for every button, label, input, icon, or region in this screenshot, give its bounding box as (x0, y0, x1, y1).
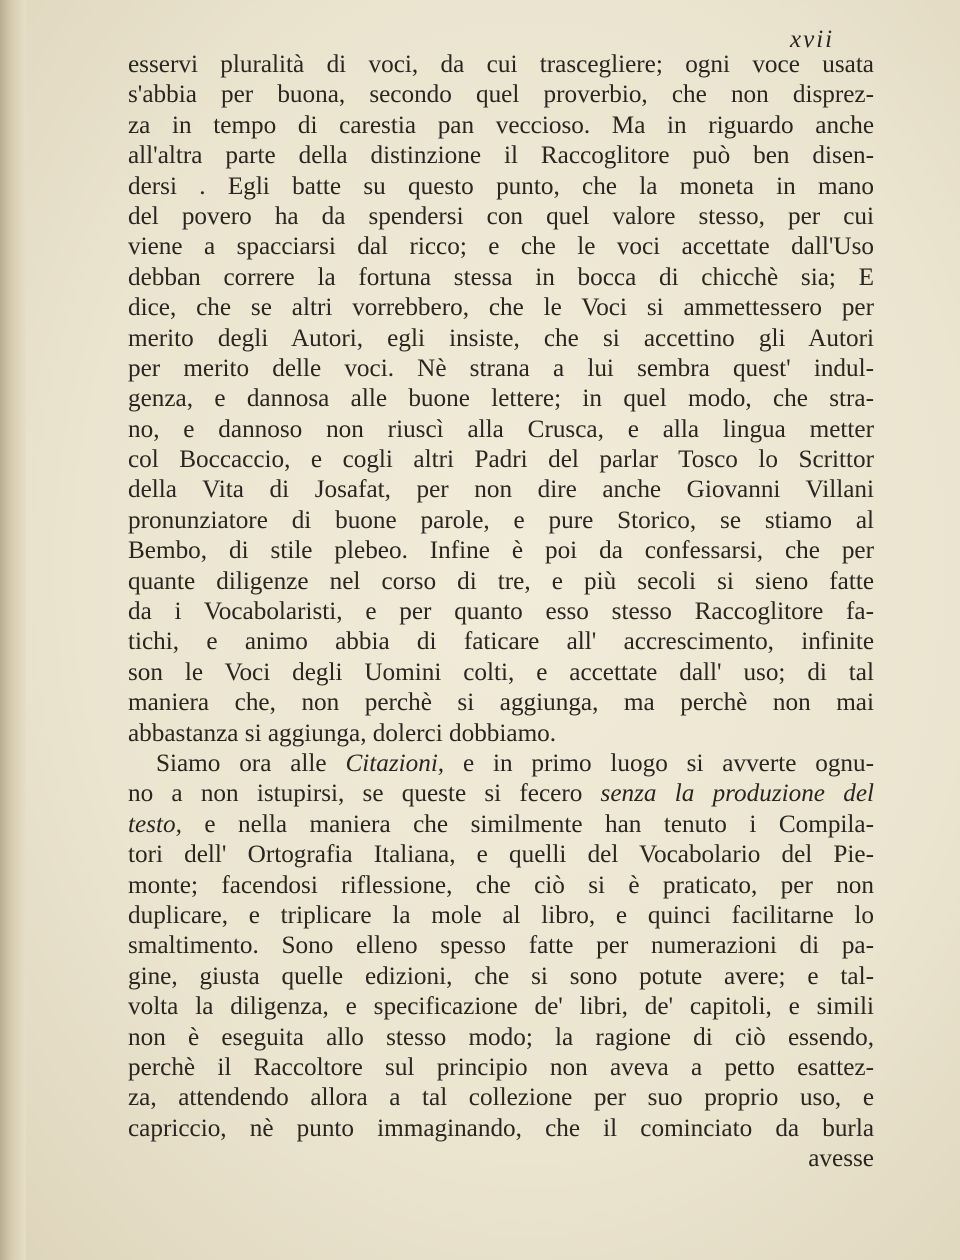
text-line: debban correre la fortuna stessa in bocca di chicchè sia; E (128, 263, 874, 291)
text-line: za, attendendo allora a tal collezione per suo proprio uso, e (128, 1084, 874, 1112)
text-line: per merito delle voci. Nè strana a lui sembra quest' indul- (128, 354, 874, 382)
italic-term-citazioni: Citazioni, (345, 749, 445, 777)
page-gutter (0, 0, 26, 1260)
text-line: della Vita di Josafat, per non dire anche Giovanni Villani (128, 476, 874, 504)
text-line: viene a spacciarsi dal ricco; e che le voci accettate dall'Uso (128, 233, 874, 261)
text-line: za in tempo di carestia pan veccioso. Ma in riguardo anche (128, 111, 874, 139)
text-run: e in primo luogo si avverte ognu- (444, 749, 875, 777)
text-line: esservi pluralità di voci, da cui trascegliere; ogni voce usata (128, 51, 874, 78)
text-run: Siamo ora alle (156, 749, 346, 777)
text-line: dice, che se altri vorrebbero, che le Voci si ammettessero per (128, 294, 874, 322)
text-line-paragraph-start (128, 749, 874, 779)
text-line: da i Vocabolaristi, e per quanto esso stesso Raccoglitore fa- (128, 598, 874, 626)
catchword: avesse (808, 1145, 874, 1173)
text-line: quante diligenze nel corso di tre, e più secoli si sieno fatte (128, 567, 874, 595)
text-line: pronunziatore di buone parole, e pure Storico, se stiamo al (128, 506, 874, 534)
text-line: all'altra parte della distinzione il Raccoglitore può ben disen- (128, 142, 874, 170)
text-line (128, 779, 874, 809)
body-text (128, 50, 874, 1174)
italic-phrase: testo, (128, 810, 182, 838)
page-number: xvii (790, 26, 835, 53)
text-line: non è eseguita allo stesso modo; la ragione di ciò essendo, (128, 1023, 874, 1051)
text-line: merito degli Autori, egli insiste, che si accettino gli Autori (128, 324, 874, 352)
text-line: dersi . Egli batte su questo punto, che la moneta in mano (128, 172, 874, 200)
text-line: capriccio, nè punto immaginando, che il cominciato da burla (128, 1114, 874, 1142)
text-line: son le Voci degli Uomini colti, e accettate dall' uso; di tal (128, 658, 874, 686)
text-line: col Boccaccio, e cogli altri Padri del parlar Tosco lo Scrittor (128, 446, 874, 474)
text-line: volta la diligenza, e specificazione de' libri, de' capitoli, e simili (128, 993, 874, 1021)
text-line: smaltimento. Sono elleno spesso fatte per numerazioni di pa- (128, 932, 874, 960)
text-line: del povero ha da spendersi con quel valore stesso, per cui (128, 202, 874, 230)
text-line: monte; facendosi riflessione, che ciò si è praticato, per non (128, 871, 874, 899)
text-line: Bembo, di stile plebeo. Infine è poi da confessarsi, che per (128, 537, 874, 565)
text-line: tori dell' Ortografia Italiana, e quelli del Vocabolario del Pie- (128, 841, 874, 869)
italic-phrase: senza la produzione del (600, 780, 874, 808)
text-line: genza, e dannosa alle buone lettere; in quel modo, che stra- (128, 385, 874, 413)
text-line-paragraph-end: abbastanza si aggiunga, dolerci dobbiamo. (128, 719, 557, 747)
text-run: e nella maniera che similmente han tenuto i Compila- (181, 810, 874, 838)
text-line: perchè il Raccoltore sul principio non aveva a petto esattez- (128, 1053, 874, 1081)
text-line: gine, giusta quelle edizioni, che si sono potute avere; e tal- (128, 962, 874, 990)
text-line: maniera che, non perchè si aggiunga, ma perchè non mai (128, 689, 874, 717)
text-line: tichi, e animo abbia di faticare all' accrescimento, infinite (128, 628, 874, 656)
text-line (128, 810, 874, 840)
text-line: s'abbia per buona, secondo quel proverbio, che non disprez- (128, 81, 874, 109)
text-line: duplicare, e triplicare la mole al libro, e quinci facilitarne lo (128, 901, 874, 929)
text-line: no, e dannoso non riuscì alla Crusca, e alla lingua metter (128, 415, 874, 443)
text-run: no a non istupirsi, se queste si fecero (128, 780, 601, 808)
